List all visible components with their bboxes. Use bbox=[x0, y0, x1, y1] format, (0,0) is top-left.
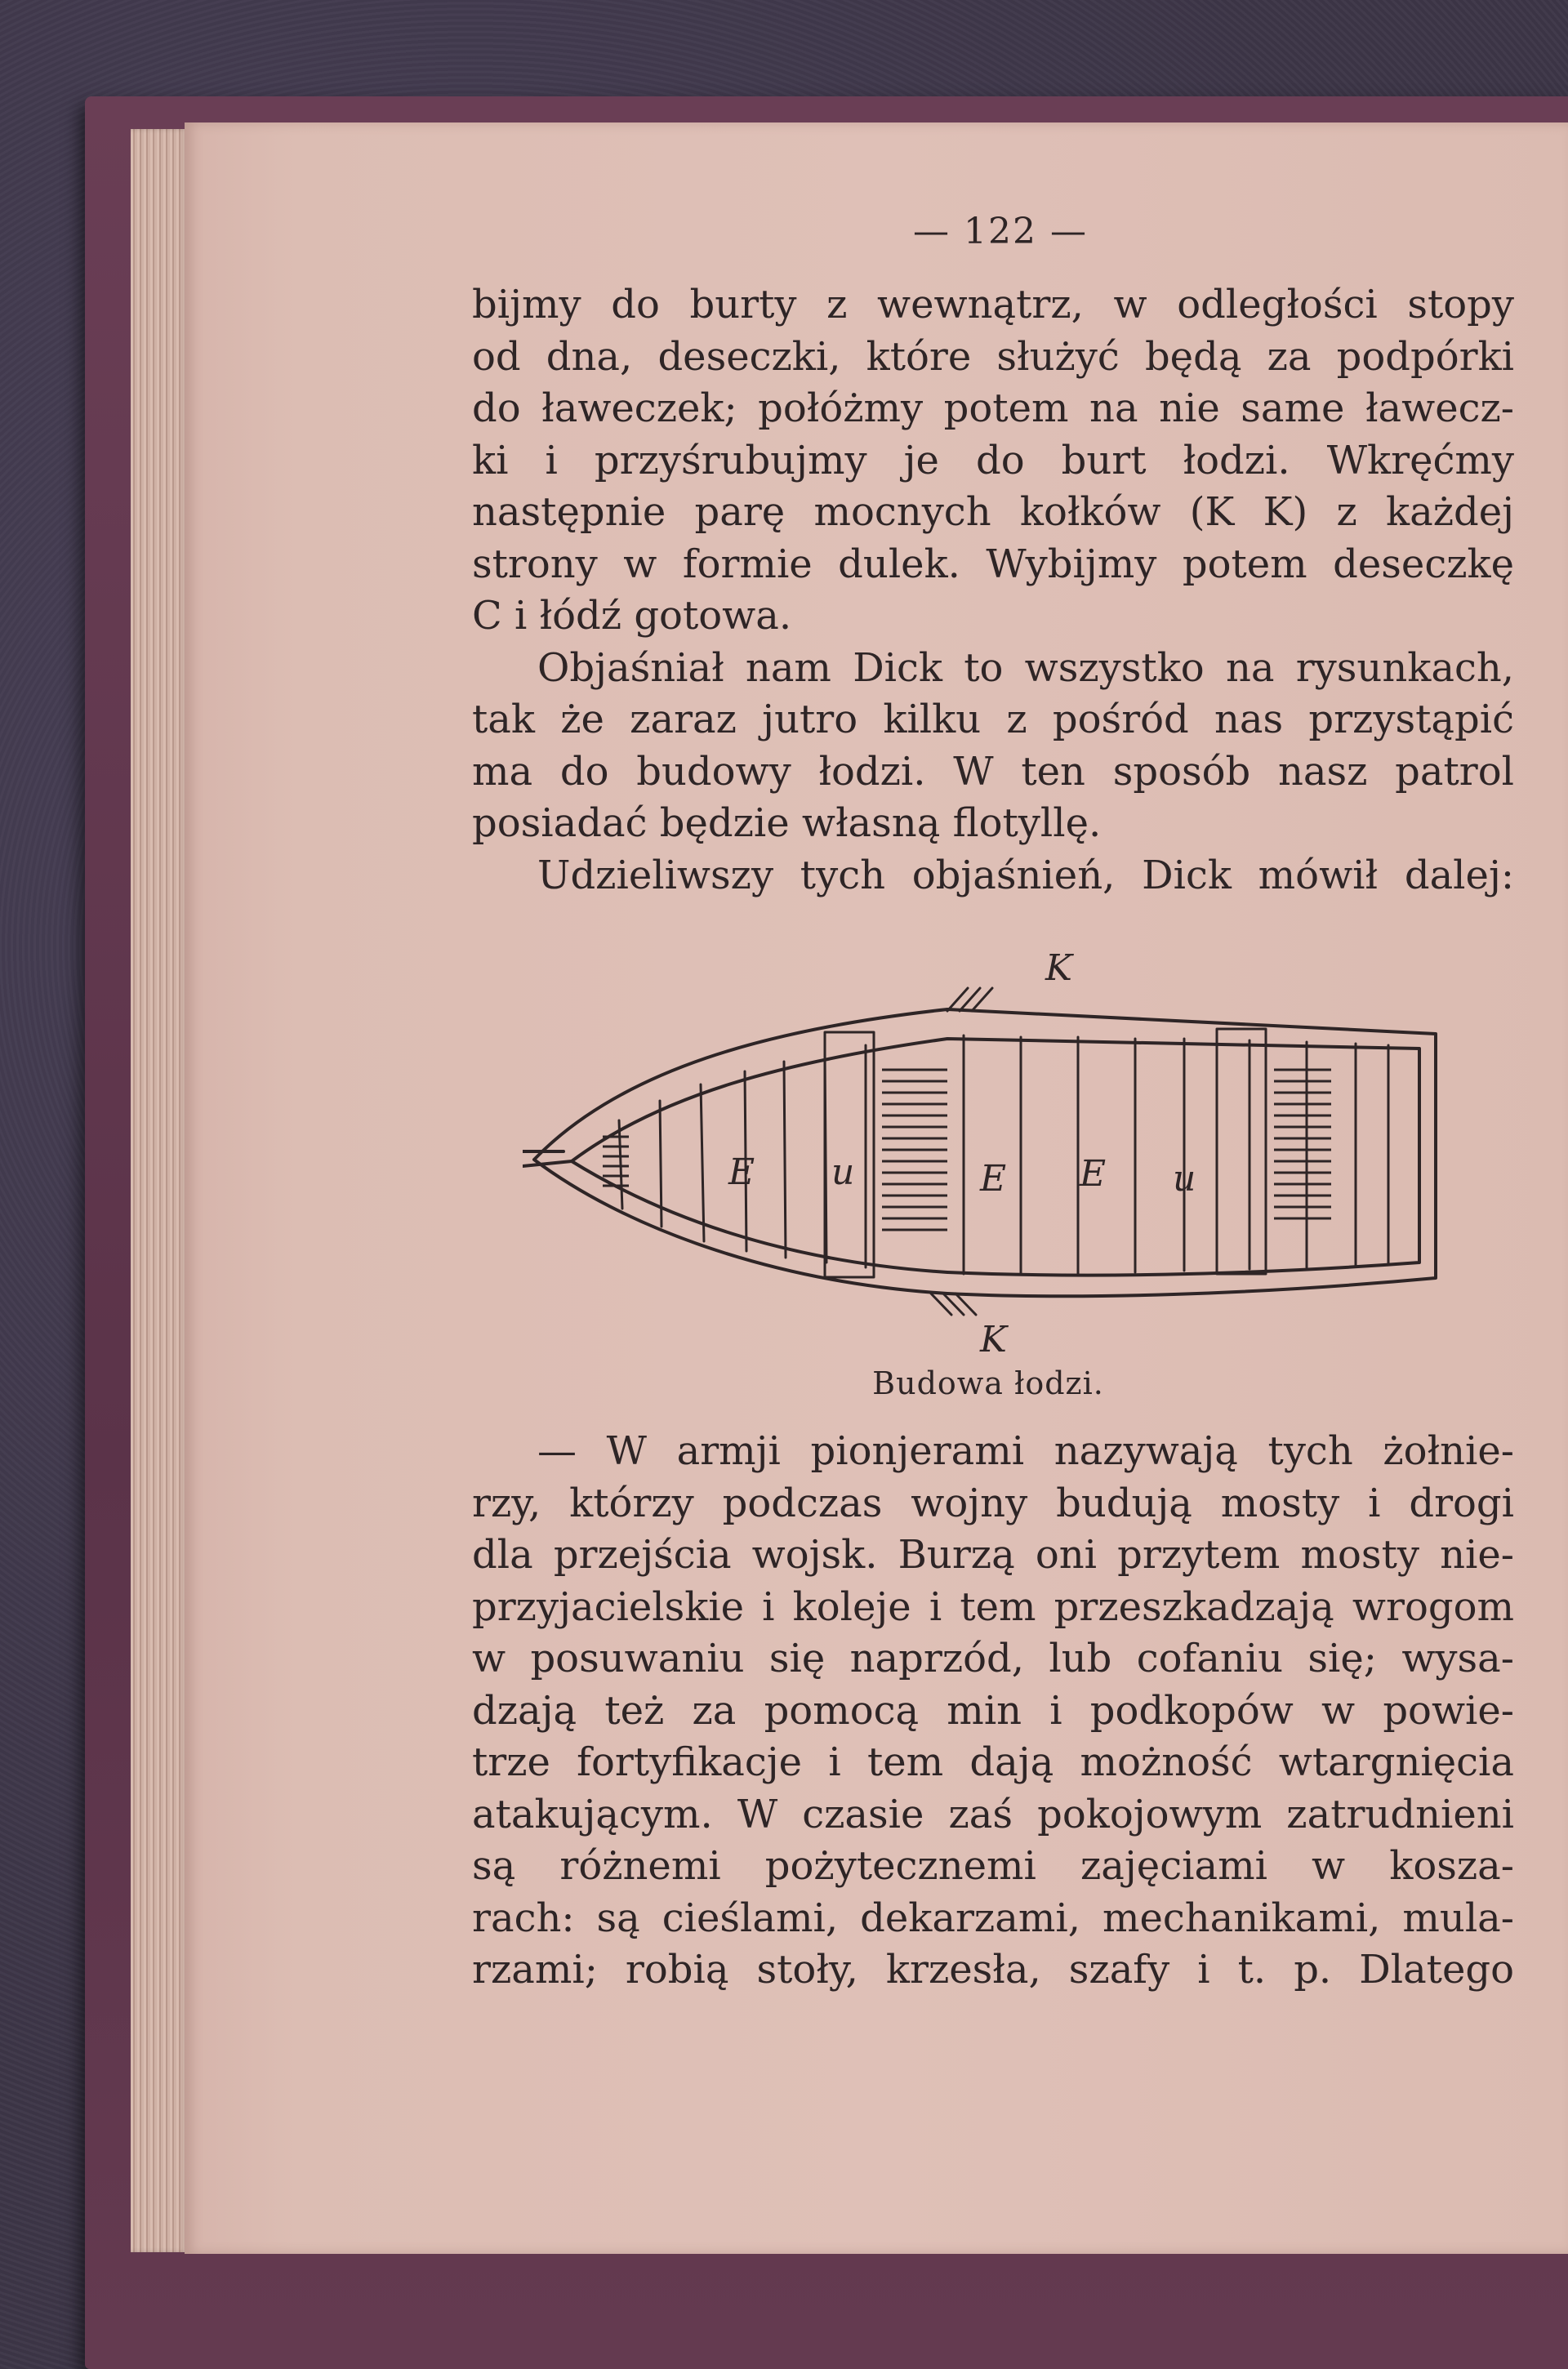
text-line: rach: są cieślami, dekarzami, mechanikami, mula- bbox=[472, 1895, 1514, 1941]
thwart-hatch-bow bbox=[603, 1137, 629, 1186]
seat-block bbox=[1217, 1029, 1266, 1274]
text-line: trze fortyfikacje i tem dają możność wtargnięcia bbox=[472, 1739, 1514, 1785]
text-line: atakującym. W czasie zaś pokojowym zatrudnieni bbox=[472, 1791, 1514, 1837]
bow bbox=[523, 1151, 572, 1166]
text-line: w posuwaniu się naprzód, lub cofaniu się; wysa- bbox=[472, 1636, 1514, 1681]
mark-e: E bbox=[980, 1158, 1007, 1200]
text-line: od dna, deseczki, które służyć będą za podpórki bbox=[472, 333, 1514, 380]
figure-caption: Budowa łodzi. bbox=[872, 1365, 1104, 1401]
text-line: są różnemi pożytecznemi zajęciami w kosza- bbox=[472, 1843, 1514, 1889]
oarlock-top bbox=[947, 988, 992, 1011]
text-line: ma do budowy łodzi. W ten sposób nasz patrol bbox=[472, 748, 1514, 795]
text-line: tak że zaraz jutro kilku z pośród nas przystąpić bbox=[472, 697, 1514, 742]
text-line: Objaśniał nam Dick to wszystko na rysunkach, bbox=[537, 644, 1514, 691]
hull-outer bbox=[534, 1009, 1436, 1296]
text-line: rzy, którzy podczas wojny budują mosty i drogi bbox=[472, 1480, 1514, 1526]
text-line: — W armji pionjerami nazywają tych żołnie- bbox=[537, 1428, 1514, 1474]
thwart-hatch-middle bbox=[882, 1070, 947, 1230]
text-line: dzają też za pomocą min i podkopów w powie- bbox=[472, 1687, 1514, 1734]
text-line: C i łódź gotowa. bbox=[472, 593, 792, 639]
thwart-hatch-stern bbox=[1274, 1070, 1331, 1218]
mark-e: E bbox=[728, 1151, 755, 1193]
page-edges bbox=[131, 129, 188, 2252]
boat-diagram bbox=[523, 947, 1446, 1356]
text-line: rzami; robią stoły, krzesła, szafy i t. p. Dlatego bbox=[472, 1947, 1514, 1993]
text-line: dla przejścia wojsk. Burzą oni przytem mosty nie- bbox=[472, 1532, 1514, 1578]
paragraph-3 bbox=[472, 850, 1514, 902]
page-number: — 122 — bbox=[913, 211, 1088, 252]
paragraph-1 bbox=[472, 279, 1514, 643]
hull-inner bbox=[572, 1039, 1419, 1276]
text-line: następnie parę mocnych kołków (K K) z każdej bbox=[472, 489, 1514, 535]
text-line: bijmy do burty z wewnątrz, w odległości stopy bbox=[472, 282, 1514, 327]
paragraph-2 bbox=[472, 643, 1514, 850]
mark-u: u bbox=[1173, 1158, 1196, 1200]
label-k-bottom: K bbox=[980, 1319, 1007, 1356]
text-line: strony w formie dulek. Wybijmy potem deseczkę bbox=[472, 541, 1514, 587]
text-line: ki i przyśrubujmy je do burt łodzi. Wkręćmy bbox=[472, 437, 1514, 483]
oarlock-bottom bbox=[931, 1294, 976, 1315]
mark-e: E bbox=[1080, 1153, 1107, 1195]
text-line: Udzieliwszy tych objaśnień, Dick mówił dalej: bbox=[537, 852, 1514, 898]
mark-u: u bbox=[831, 1151, 855, 1193]
label-k-top: K bbox=[1045, 947, 1072, 989]
text-line: posiadać będzie własną flotyllę. bbox=[472, 800, 1102, 846]
paragraph-4 bbox=[472, 1426, 1514, 1997]
text-line: do ławeczek; połóżmy potem na nie same ławecz- bbox=[472, 385, 1514, 431]
text-line: przyjacielskie i koleje i tem przeszkadzają wrogom bbox=[472, 1583, 1514, 1630]
text-block-top bbox=[472, 279, 1514, 902]
text-block-bottom bbox=[472, 1426, 1514, 1997]
